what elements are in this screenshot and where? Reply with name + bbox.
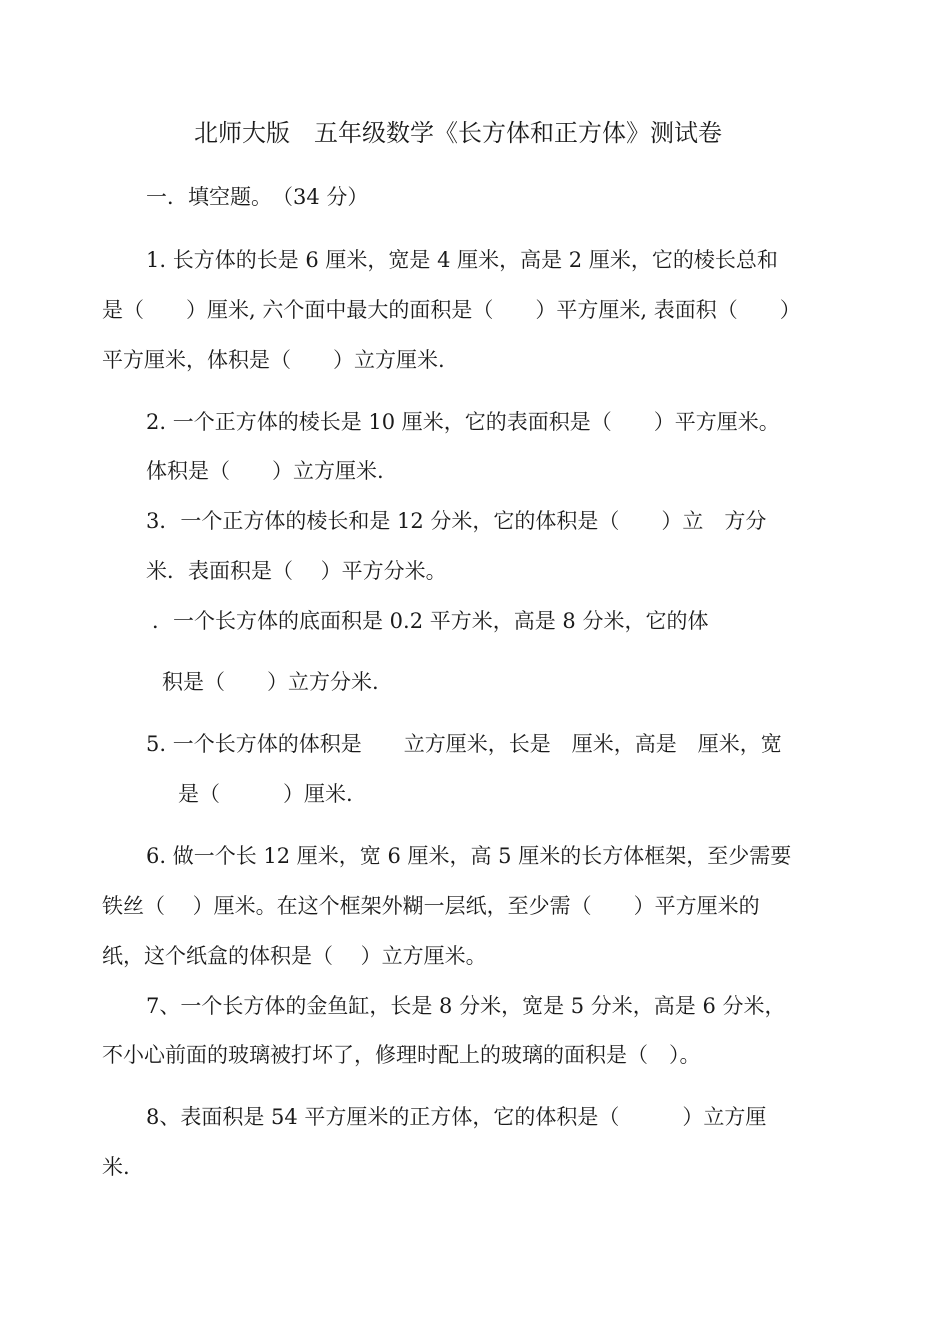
section-heading: 一．填空题。 （34 分） [146,185,369,209]
question-8-line-1: 8、表面积是 54 平方厘米的正方体，它的体积是（ ）立方厘 [146,1105,767,1129]
question-5-line-1: 5. 一个长方体的体积是 立方厘米，长是 厘米，高是 厘米，宽 [146,732,782,756]
question-6-line-1: 6. 做一个长 12 厘米，宽 6 厘米，高 5 厘米的长方体框架，至少需要 [146,844,792,868]
question-2-line-1: 2. 一个正方体的棱长是 10 厘米，它的表面积是（ ）平方厘米。 [146,410,780,434]
question-3-line-2: 米．表面积是（ ）平方分米。 [146,559,447,583]
question-6-line-2: 铁丝（ ）厘米。在这个框架外糊一层纸，至少需（ ）平方厘米的 [102,894,760,918]
question-7-line-1: 7、一个长方体的金鱼缸，长是 8 分米，宽是 5 分米，高是 6 分米， [146,994,786,1018]
question-3-line-1: 3．一个正方体的棱长和是 12 分米，它的体积是（ ）立 方分 [146,509,767,533]
question-5-line-2: 是（ ）厘米. [178,782,353,806]
question-4-line-2: 积是（ ）立方分米. [162,670,379,694]
question-1-line-2: 是（ ）厘米, 六个面中最大的面积是（ ）平方厘米, 表面积（ ） [102,298,801,322]
question-8-line-2: 米. [102,1155,130,1179]
question-7-line-2: 不小心前面的玻璃被打坏了，修理时配上的玻璃的面积是（ ）。 [102,1043,701,1067]
question-4-line-1: ．一个长方体的底面积是 0.2 平方米，高是 8 分米，它的体 [152,609,709,633]
page-title: 北师大版 五年级数学《长方体和正方体》测试卷 [194,119,722,147]
question-2-line-2: 体积是（ ）立方厘米. [146,459,384,483]
question-1-line-1: 1. 长方体的长是 6 厘米，宽是 4 厘米，高是 2 厘米，它的棱长总和 [146,248,778,272]
question-1-line-3: 平方厘米，体积是（ ）立方厘米. [102,348,445,372]
question-6-line-3: 纸，这个纸盒的体积是（ ）立方厘米。 [102,944,487,968]
